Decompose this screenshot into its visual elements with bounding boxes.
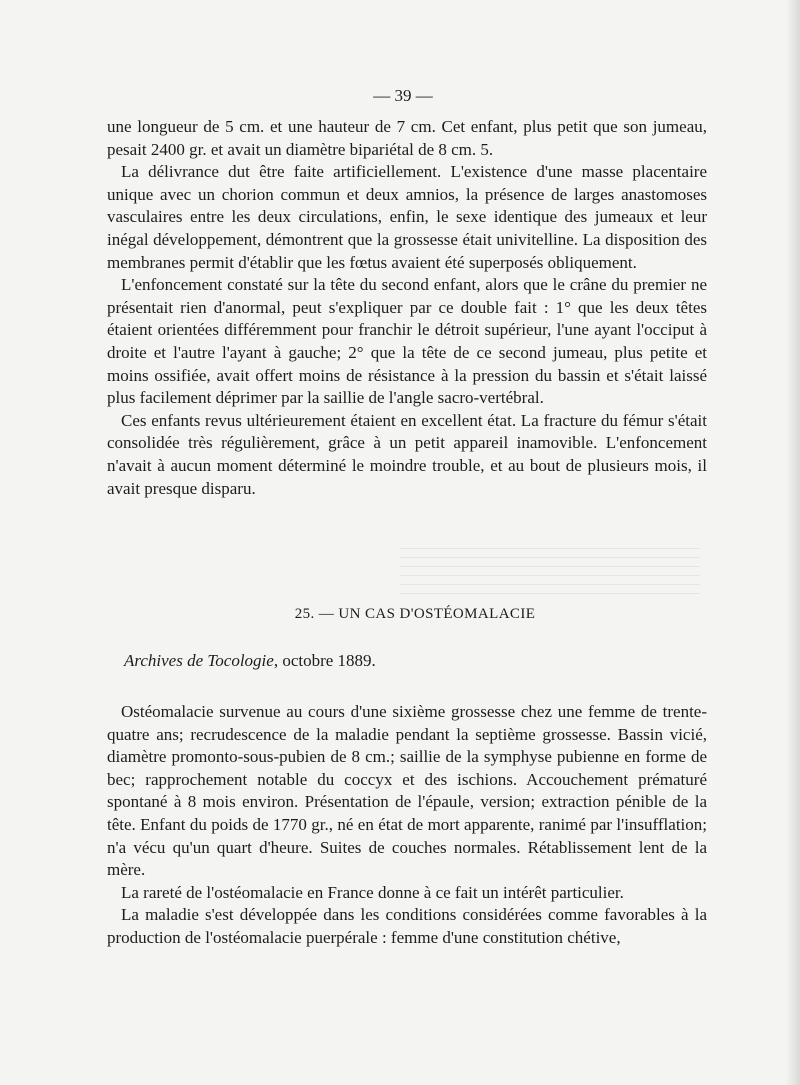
source-journal: Archives de Tocologie: [124, 651, 274, 670]
text-block-continuation: [107, 116, 707, 500]
paragraph: une longueur de 5 cm. et une hauteur de 7 cm. Cet enfant, plus petit que son jumeau, pesait 2400 gr. et avait un diamètre bipariétal de 8 cm. 5.: [107, 117, 707, 159]
paragraph: Ces enfants revus ultérieurement étaient en excellent état. La fracture du fémur s'était consolidée très régulièrement, grâce à un petit appareil inamovible. L'enfoncement n'avait à aucun moment déterminé le moindre trouble, et au bout de plusieurs mois, il avait presque disparu.: [107, 410, 707, 498]
paragraph: L'enfoncement constaté sur la tête du second enfant, alors que le crâne du premier ne présentait rien d'anormal, peut s'expliquer par ce double fait : 1° que les deux têtes étaient orientées différemment pour franchir le détroit supérieur, l'une ayant l'occiput à droite et l'autre l'ayant à gauche; 2° que la tête de ce second jumeau, plus petite et moins ossifiée, avait offert moins de résistance à la pression du bassin et s'était laissé plus facilement déprimer par la saillie de l'angle sacro-vertébral.: [107, 275, 707, 408]
paragraph: La délivrance dut être faite artificiellement. L'existence d'une masse placentaire unique avec un chorion commun et deux amnios, la présence de larges anastomoses vasculaires entre les deux circulations, enfin, le sexe identique des jumeaux et leur inégal développement, démontrent que la grossesse était univitelline. La disposition des membranes permit d'établir que les fœtus avaient été superposés obliquement.: [107, 162, 707, 272]
source-citation: [124, 651, 376, 671]
show-through-artifact: [400, 548, 700, 598]
source-date: , octobre 1889.: [273, 651, 376, 670]
page-edge-shadow: [786, 0, 800, 1085]
text-block-case: [107, 701, 707, 950]
section-heading: 25. — UN CAS D'OSTÉOMALACIE: [294, 606, 536, 622]
page-number: — 39 —: [373, 86, 433, 105]
paragraph: La rareté de l'ostéomalacie en France donne à ce fait un intérêt particulier.: [121, 882, 624, 902]
paragraph: La maladie s'est développée dans les conditions considérées comme favorables à la production de l'ostéomalacie puerpérale : femme d'une constitution chétive,: [107, 905, 707, 947]
paragraph: Ostéomalacie survenue au cours d'une sixième grossesse chez une femme de trente-quatre ans; recrudescence de la maladie pendant la septième grossesse. Bassin vicié, diamètre promonto-sous-pubien de 8 cm.; saillie de la symphyse pubienne en forme de bec; rapprochement notable du coccyx et des ischions. Accouchement prématuré spontané à 8 mois environ. Présentation de l'épaule, version; extraction pénible de la tête. Enfant du poids de 1770 gr., né en état de mort apparente, ranimé par l'insufflation; n'a vécu qu'un quart d'heure. Suites de couches normales. Rétablissement lent de la mère.: [107, 702, 707, 880]
